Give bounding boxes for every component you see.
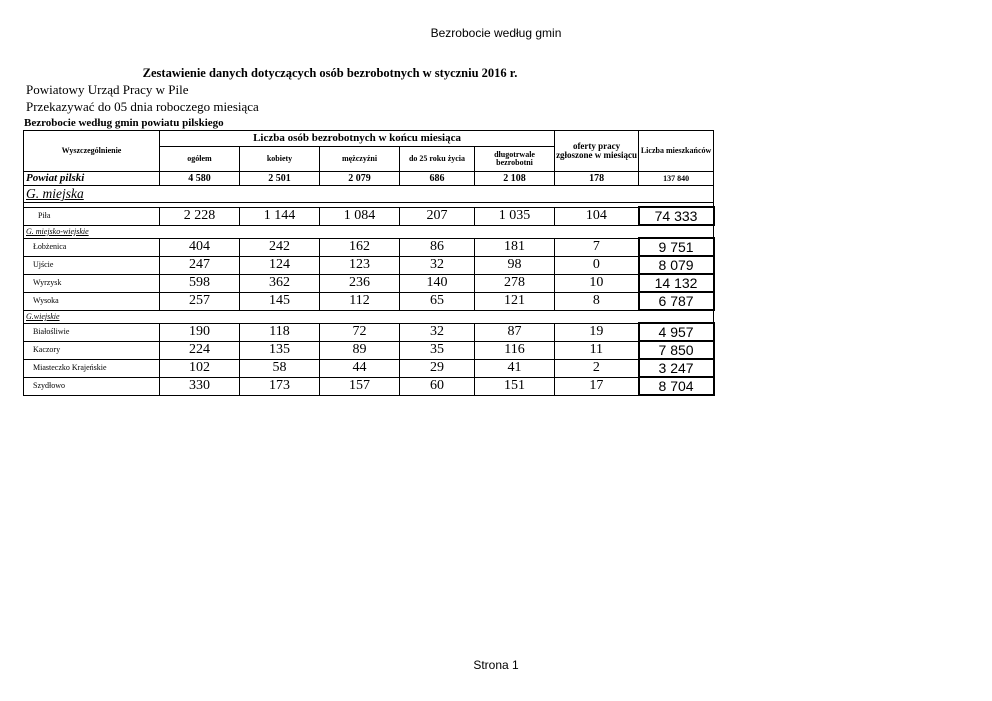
cell-residents: 3 247 [639,359,714,377]
cell-residents: 4 957 [639,323,714,341]
cell-total: 247 [160,256,240,274]
group-header-row [24,186,714,203]
table-row [24,323,714,341]
municipality-name: Wyrzysk [24,274,160,292]
cell-women: 145 [240,292,320,310]
municipality-name: Wysoka [24,292,160,310]
cell-offers: 19 [555,323,639,341]
summary-residents: 137 840 [639,172,714,186]
cell-men: 236 [320,274,400,292]
header-longterm: długotrwale bezrobotni [475,147,555,172]
cell-total: 2 228 [160,207,240,225]
header-offers: oferty pracy zgłoszone w miesiącu [555,131,639,172]
municipality-name: Kaczory [24,341,160,359]
cell-women: 118 [240,323,320,341]
cell-total: 224 [160,341,240,359]
summary-total: 4 580 [160,172,240,186]
cell-men: 1 084 [320,207,400,225]
table-row [24,207,714,225]
cell-men: 112 [320,292,400,310]
cell-under25: 32 [400,256,475,274]
office-name: Powiatowy Urząd Pracy w Pile [26,82,189,97]
page-header: Bezrobocie według gmin [430,26,562,40]
group-label: G. miejsko-wiejskie [24,225,714,238]
cell-longterm: 98 [475,256,555,274]
municipality-name: Miasteczko Krajeńskie [24,359,160,377]
cell-women: 173 [240,377,320,395]
group-label: G.wiejskie [24,310,714,323]
deadline-note: Przekazywać do 05 dnia roboczego miesiąca [26,99,259,114]
cell-men: 89 [320,341,400,359]
header-under25: do 25 roku życia [400,147,475,172]
cell-offers: 104 [555,207,639,225]
summary-row [24,172,714,186]
group-header-row [24,225,714,238]
summary-under25: 686 [400,172,475,186]
section-title: Bezrobocie według gmin powiatu pilskiego [24,117,224,129]
cell-women: 1 144 [240,207,320,225]
cell-under25: 140 [400,274,475,292]
cell-women: 362 [240,274,320,292]
summary-name: Powiat pilski [24,172,160,186]
summary-women: 2 501 [240,172,320,186]
header-men: mężczyźni [320,147,400,172]
cell-total: 257 [160,292,240,310]
cell-residents: 7 850 [639,341,714,359]
cell-offers: 0 [555,256,639,274]
table-row [24,292,714,310]
cell-longterm: 87 [475,323,555,341]
summary-offers: 178 [555,172,639,186]
unemployment-table [23,130,715,396]
cell-women: 135 [240,341,320,359]
cell-longterm: 41 [475,359,555,377]
header-residents: Liczba mieszkańców [639,131,714,172]
cell-longterm: 121 [475,292,555,310]
cell-men: 44 [320,359,400,377]
cell-residents: 6 787 [639,292,714,310]
cell-men: 162 [320,238,400,256]
summary-men: 2 079 [320,172,400,186]
municipality-name: Ujście [24,256,160,274]
municipality-name: Łobżenica [24,238,160,256]
table-row [24,377,714,395]
cell-under25: 207 [400,207,475,225]
header-total: ogółem [160,147,240,172]
header-spec: Wyszczególnienie [24,131,160,172]
cell-men: 123 [320,256,400,274]
page-footer: Strona 1 [473,658,519,672]
municipality-name: Piła [24,207,160,225]
cell-total: 404 [160,238,240,256]
cell-under25: 60 [400,377,475,395]
table-row [24,341,714,359]
cell-men: 72 [320,323,400,341]
group-header-row [24,310,714,323]
header-group: Liczba osób bezrobotnych w końcu miesiąca [160,131,555,147]
summary-longterm: 2 108 [475,172,555,186]
cell-longterm: 1 035 [475,207,555,225]
cell-under25: 65 [400,292,475,310]
municipality-name: Białośliwie [24,323,160,341]
cell-total: 190 [160,323,240,341]
municipality-name: Szydłowo [24,377,160,395]
cell-offers: 11 [555,341,639,359]
cell-offers: 10 [555,274,639,292]
cell-residents: 8 704 [639,377,714,395]
table-row [24,274,714,292]
header-women: kobiety [240,147,320,172]
cell-women: 124 [240,256,320,274]
cell-total: 330 [160,377,240,395]
cell-under25: 32 [400,323,475,341]
table-row [24,359,714,377]
header-row-top [24,131,714,147]
table-row [24,238,714,256]
cell-longterm: 116 [475,341,555,359]
cell-total: 102 [160,359,240,377]
cell-offers: 7 [555,238,639,256]
group-label: G. miejska [24,186,714,203]
cell-longterm: 151 [475,377,555,395]
cell-residents: 14 132 [639,274,714,292]
cell-under25: 86 [400,238,475,256]
cell-offers: 17 [555,377,639,395]
cell-offers: 2 [555,359,639,377]
cell-women: 242 [240,238,320,256]
cell-under25: 29 [400,359,475,377]
cell-longterm: 181 [475,238,555,256]
cell-offers: 8 [555,292,639,310]
table-row [24,256,714,274]
cell-residents: 74 333 [639,207,714,225]
cell-residents: 9 751 [639,238,714,256]
document-title: Zestawienie danych dotyczących osób bezrobotnych w styczniu 2016 r. [142,66,518,80]
cell-men: 157 [320,377,400,395]
cell-women: 58 [240,359,320,377]
cell-under25: 35 [400,341,475,359]
cell-longterm: 278 [475,274,555,292]
cell-total: 598 [160,274,240,292]
cell-residents: 8 079 [639,256,714,274]
